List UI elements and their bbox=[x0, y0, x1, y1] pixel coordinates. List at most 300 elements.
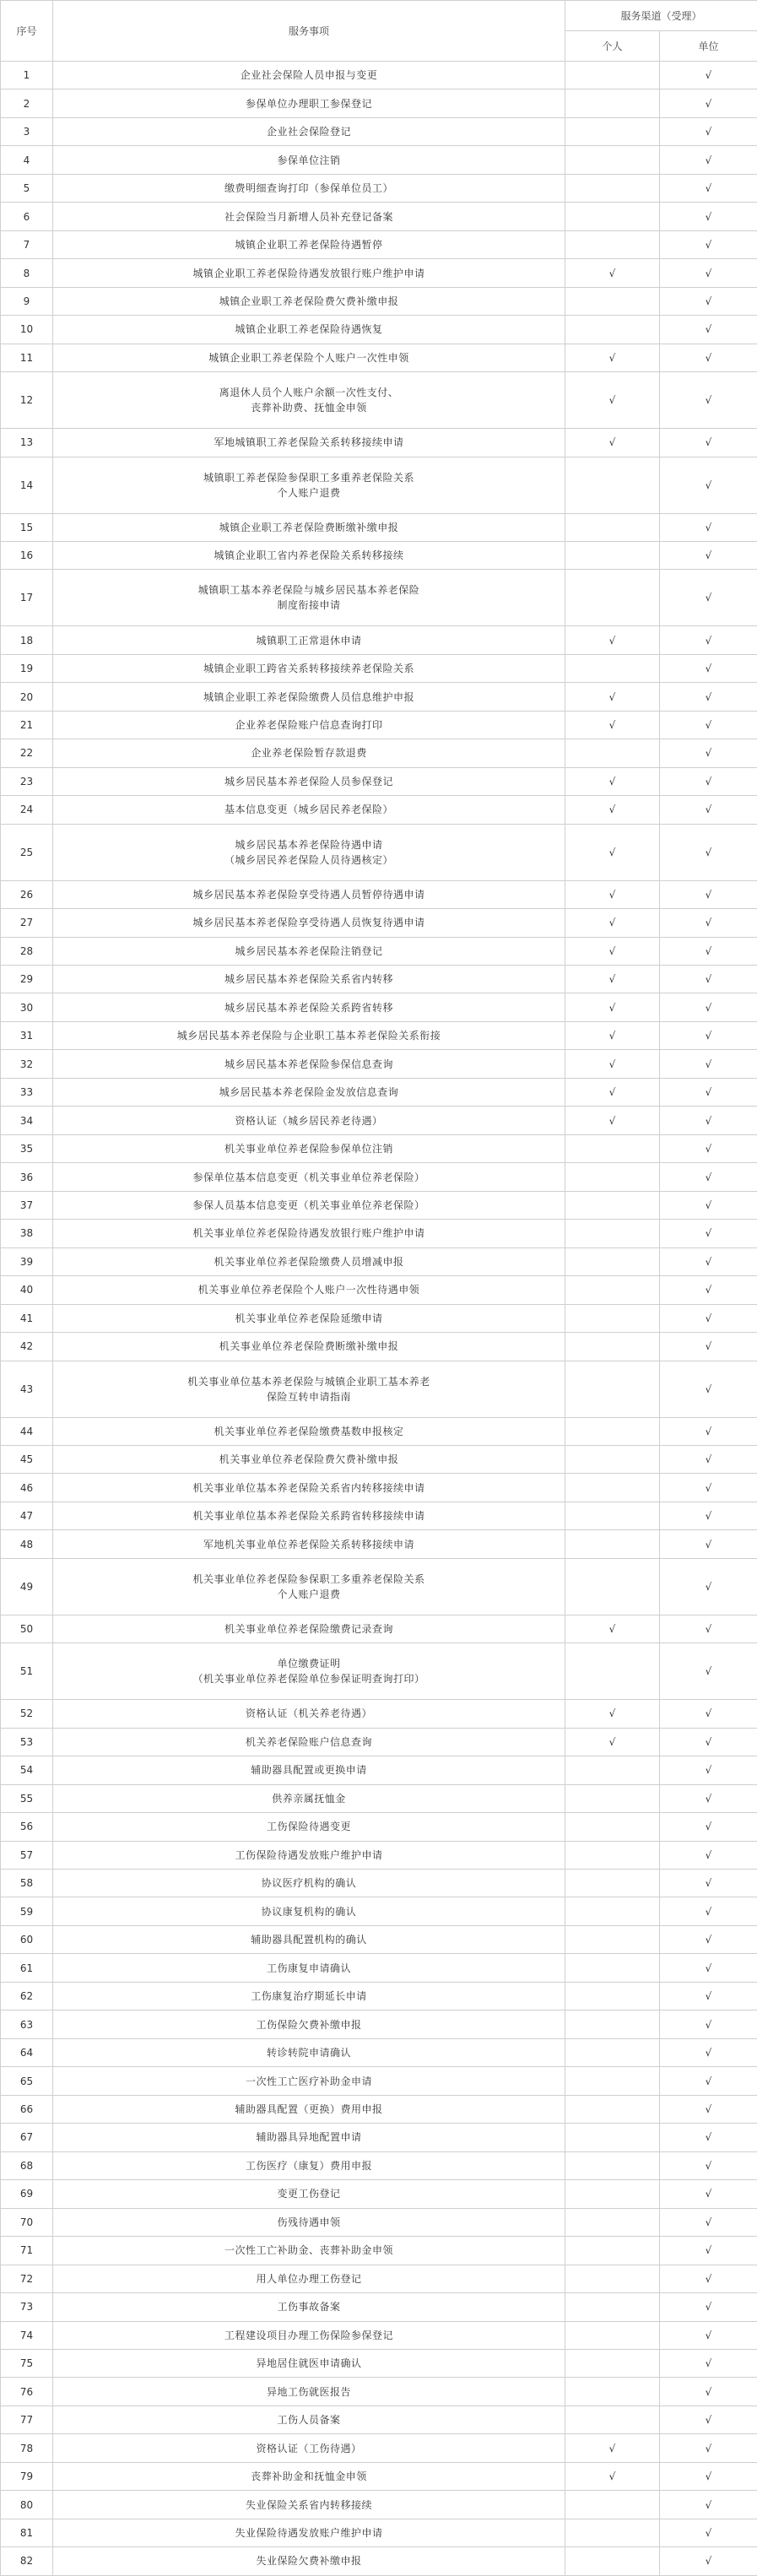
row-number: 66 bbox=[1, 2095, 53, 2123]
row-number: 69 bbox=[1, 2180, 53, 2208]
row-unit-channel bbox=[660, 287, 757, 315]
row-service-item bbox=[53, 117, 565, 145]
row-service-item bbox=[53, 2434, 565, 2462]
row-service-item bbox=[53, 1954, 565, 1982]
row-number: 52 bbox=[1, 1700, 53, 1728]
row-number: 19 bbox=[1, 654, 53, 682]
check-mark-icon: √ bbox=[706, 1383, 712, 1395]
row-individual-channel bbox=[565, 2010, 660, 2038]
check-mark-icon: √ bbox=[609, 268, 616, 279]
row-service-item bbox=[53, 2237, 565, 2265]
row-individual-channel bbox=[565, 767, 660, 795]
row-number: 43 bbox=[1, 1361, 53, 1417]
service-item-text: 一次性工亡补助金、丧葬补助金申领 bbox=[224, 2243, 393, 2258]
row-service-item bbox=[53, 767, 565, 795]
row-unit-channel bbox=[660, 1841, 757, 1869]
service-item-text: 工伤保险欠费补缴申报 bbox=[256, 2017, 361, 2032]
table-row bbox=[1, 259, 757, 287]
row-number: 47 bbox=[1, 1502, 53, 1529]
row-number: 64 bbox=[1, 2038, 53, 2066]
row-number: 49 bbox=[1, 1558, 53, 1615]
row-individual-channel bbox=[565, 1445, 660, 1473]
table-row bbox=[1, 1191, 757, 1219]
service-item-text: 参保单位办理职工参保登记 bbox=[246, 96, 372, 111]
row-service-item bbox=[53, 2321, 565, 2349]
check-mark-icon: √ bbox=[609, 804, 616, 815]
row-unit-channel bbox=[660, 1870, 757, 1897]
table-row bbox=[1, 2067, 757, 2095]
check-mark-icon: √ bbox=[706, 2075, 712, 2087]
row-service-item bbox=[53, 1897, 565, 1925]
row-individual-channel bbox=[565, 1530, 660, 1558]
header-no: 序号 bbox=[1, 1, 53, 62]
check-mark-icon: √ bbox=[706, 635, 712, 647]
service-item-text: 资格认证（工伤待遇） bbox=[256, 2441, 361, 2456]
check-mark-icon: √ bbox=[609, 1058, 616, 1070]
row-unit-channel bbox=[660, 1897, 757, 1925]
row-number: 8 bbox=[1, 259, 53, 287]
row-individual-channel bbox=[565, 1361, 660, 1417]
check-mark-icon: √ bbox=[706, 2301, 712, 2313]
table-row bbox=[1, 2237, 757, 2265]
row-service-item bbox=[53, 654, 565, 682]
row-service-item bbox=[53, 2180, 565, 2208]
row-unit-channel bbox=[660, 2237, 757, 2265]
check-mark-icon: √ bbox=[706, 747, 712, 759]
row-unit-channel bbox=[660, 1050, 757, 1078]
row-individual-channel bbox=[565, 796, 660, 824]
row-unit-channel bbox=[660, 2124, 757, 2151]
check-mark-icon: √ bbox=[706, 2131, 712, 2143]
row-individual-channel bbox=[565, 259, 660, 287]
table-row bbox=[1, 2265, 757, 2292]
check-mark-icon: √ bbox=[706, 1227, 712, 1239]
row-unit-channel bbox=[660, 2462, 757, 2490]
table-row bbox=[1, 372, 757, 429]
row-number: 9 bbox=[1, 287, 53, 315]
check-mark-icon: √ bbox=[609, 847, 616, 858]
service-item-text: 工程建设项目办理工伤保险参保登记 bbox=[224, 2328, 393, 2343]
service-item-text: 工伤康复申请确认 bbox=[267, 1961, 351, 1976]
table-row bbox=[1, 1361, 757, 1417]
row-unit-channel bbox=[660, 1163, 757, 1191]
check-mark-icon: √ bbox=[706, 2019, 712, 2031]
row-unit-channel bbox=[660, 1813, 757, 1841]
row-service-item bbox=[53, 541, 565, 569]
table-row bbox=[1, 1700, 757, 1728]
service-item-text: 城镇企业职工养老保险待遇暂停 bbox=[235, 237, 382, 252]
service-item-text: 异地工伤就医报告 bbox=[267, 2384, 351, 2400]
check-mark-icon: √ bbox=[706, 1793, 712, 1805]
service-item-text: 工伤人员备案 bbox=[277, 2412, 340, 2427]
check-mark-icon: √ bbox=[706, 1172, 712, 1183]
service-item-text: 工伤保险待遇发放账户维护申请 bbox=[235, 1848, 382, 1863]
table-row bbox=[1, 2151, 757, 2179]
row-individual-channel bbox=[565, 203, 660, 230]
row-unit-channel bbox=[660, 1643, 757, 1700]
check-mark-icon: √ bbox=[706, 2103, 712, 2115]
table-row bbox=[1, 1050, 757, 1078]
check-mark-icon: √ bbox=[706, 211, 712, 223]
row-individual-channel bbox=[565, 2095, 660, 2123]
check-mark-icon: √ bbox=[706, 549, 712, 561]
row-unit-channel bbox=[660, 2151, 757, 2179]
check-mark-icon: √ bbox=[706, 2188, 712, 2200]
service-item-text: 用人单位办理工伤登记 bbox=[256, 2271, 361, 2286]
row-service-item bbox=[53, 344, 565, 371]
row-unit-channel bbox=[660, 1615, 757, 1642]
row-individual-channel bbox=[565, 513, 660, 541]
service-item-text: 辅助器具配置或更换申请 bbox=[251, 1762, 367, 1778]
row-unit-channel bbox=[660, 711, 757, 739]
row-number: 17 bbox=[1, 570, 53, 626]
row-individual-channel bbox=[565, 2237, 660, 2265]
row-number: 68 bbox=[1, 2151, 53, 2179]
check-mark-icon: √ bbox=[706, 945, 712, 957]
row-individual-channel bbox=[565, 1728, 660, 1756]
table-row bbox=[1, 1728, 757, 1756]
row-unit-channel bbox=[660, 1333, 757, 1361]
row-number: 46 bbox=[1, 1474, 53, 1502]
row-service-item bbox=[53, 1813, 565, 1841]
row-individual-channel bbox=[565, 2434, 660, 2462]
service-item-text: 城乡居民基本养老保险享受待遇人员恢复待遇申请 bbox=[192, 915, 424, 930]
check-mark-icon: √ bbox=[706, 663, 712, 674]
table-row bbox=[1, 1530, 757, 1558]
table-row bbox=[1, 2293, 757, 2321]
table-row bbox=[1, 2208, 757, 2236]
check-mark-icon: √ bbox=[706, 2499, 712, 2511]
service-item-text: 城镇企业职工养老保险待遇恢复 bbox=[235, 322, 382, 337]
table-row bbox=[1, 62, 757, 89]
header-unit: 单位 bbox=[660, 31, 757, 62]
table-row bbox=[1, 2406, 757, 2433]
table-row bbox=[1, 2519, 757, 2546]
check-mark-icon: √ bbox=[706, 1510, 712, 1522]
row-unit-channel bbox=[660, 1220, 757, 1247]
row-unit-channel bbox=[660, 2519, 757, 2546]
table-row bbox=[1, 1163, 757, 1191]
row-service-item bbox=[53, 570, 565, 626]
row-unit-channel bbox=[660, 1756, 757, 1784]
row-number: 2 bbox=[1, 89, 53, 117]
row-unit-channel bbox=[660, 909, 757, 937]
row-number: 53 bbox=[1, 1728, 53, 1756]
check-mark-icon: √ bbox=[609, 1736, 616, 1748]
header-item: 服务事项 bbox=[53, 1, 565, 62]
service-item-text: 参保单位注销 bbox=[277, 153, 340, 168]
row-individual-channel bbox=[565, 429, 660, 457]
check-mark-icon: √ bbox=[706, 1962, 712, 1974]
row-unit-channel bbox=[660, 2406, 757, 2433]
table-row bbox=[1, 1643, 757, 1700]
service-item-text: 变更工伤登记 bbox=[277, 2186, 340, 2201]
table-row bbox=[1, 2462, 757, 2490]
table-row bbox=[1, 626, 757, 654]
service-item-text: 城乡居民基本养老保险享受待遇人员暂停待遇申请 bbox=[192, 887, 424, 902]
row-unit-channel bbox=[660, 1134, 757, 1162]
row-unit-channel bbox=[660, 767, 757, 795]
row-number: 60 bbox=[1, 1925, 53, 1953]
table-row bbox=[1, 1954, 757, 1982]
service-item-text: 离退休人员个人账户余额一次性支付、 丧葬补助费、抚恤金申领 bbox=[219, 385, 399, 415]
row-number: 41 bbox=[1, 1304, 53, 1332]
row-individual-channel bbox=[565, 2547, 660, 2575]
check-mark-icon: √ bbox=[706, 1002, 712, 1014]
row-unit-channel bbox=[660, 259, 757, 287]
row-unit-channel bbox=[660, 2349, 757, 2377]
check-mark-icon: √ bbox=[609, 2470, 616, 2482]
row-number: 21 bbox=[1, 711, 53, 739]
table-row bbox=[1, 1247, 757, 1275]
service-item-text: 企业社会保险人员申报与变更 bbox=[241, 68, 378, 83]
row-unit-channel bbox=[660, 2208, 757, 2236]
row-service-item bbox=[53, 909, 565, 937]
check-mark-icon: √ bbox=[706, 1086, 712, 1098]
row-individual-channel bbox=[565, 1756, 660, 1784]
row-individual-channel bbox=[565, 2067, 660, 2095]
check-mark-icon: √ bbox=[706, 1906, 712, 1918]
service-item-text: 城乡居民基本养老保险参保信息查询 bbox=[224, 1057, 393, 1072]
row-individual-channel bbox=[565, 457, 660, 513]
service-item-text: 机关事业单位基本养老保险关系跨省转移接续申请 bbox=[192, 1508, 424, 1523]
check-mark-icon: √ bbox=[706, 2527, 712, 2539]
row-number: 63 bbox=[1, 2010, 53, 2038]
row-service-item bbox=[53, 1445, 565, 1473]
table-row bbox=[1, 1897, 757, 1925]
table-row bbox=[1, 457, 757, 513]
row-unit-channel bbox=[660, 626, 757, 654]
row-individual-channel bbox=[565, 2462, 660, 2490]
row-individual-channel bbox=[565, 1107, 660, 1134]
check-mark-icon: √ bbox=[706, 2470, 712, 2482]
row-number: 39 bbox=[1, 1247, 53, 1275]
row-number: 26 bbox=[1, 880, 53, 908]
check-mark-icon: √ bbox=[706, 1539, 712, 1550]
service-item-text: 辅助器具配置（更换）费用申报 bbox=[235, 2102, 382, 2117]
row-service-item bbox=[53, 1021, 565, 1049]
row-individual-channel bbox=[565, 174, 660, 202]
row-number: 57 bbox=[1, 1841, 53, 1869]
check-mark-icon: √ bbox=[706, 2160, 712, 2172]
row-service-item bbox=[53, 1530, 565, 1558]
row-number: 67 bbox=[1, 2124, 53, 2151]
table-row bbox=[1, 513, 757, 541]
service-item-text: 资格认证（城乡居民养老待遇） bbox=[235, 1113, 382, 1128]
row-number: 20 bbox=[1, 683, 53, 711]
service-item-text: 城乡居民基本养老保险关系跨省转移 bbox=[224, 1000, 393, 1015]
service-item-text: 工伤事故备案 bbox=[277, 2299, 340, 2314]
row-individual-channel bbox=[565, 2349, 660, 2377]
row-number: 58 bbox=[1, 1870, 53, 1897]
row-number: 48 bbox=[1, 1530, 53, 1558]
table-row bbox=[1, 174, 757, 202]
check-mark-icon: √ bbox=[706, 436, 712, 448]
check-mark-icon: √ bbox=[706, 889, 712, 901]
row-number: 65 bbox=[1, 2067, 53, 2095]
table-row bbox=[1, 1417, 757, 1445]
row-number: 3 bbox=[1, 117, 53, 145]
row-individual-channel bbox=[565, 1813, 660, 1841]
row-unit-channel bbox=[660, 1445, 757, 1473]
service-item-text: 资格认证（机关养老待遇） bbox=[246, 1706, 372, 1721]
row-unit-channel bbox=[660, 2010, 757, 2038]
check-mark-icon: √ bbox=[706, 1623, 712, 1635]
row-unit-channel bbox=[660, 1530, 757, 1558]
table-row bbox=[1, 1304, 757, 1332]
table-row bbox=[1, 2434, 757, 2462]
row-service-item bbox=[53, 203, 565, 230]
row-individual-channel bbox=[565, 2265, 660, 2292]
row-unit-channel bbox=[660, 2434, 757, 2462]
table-row bbox=[1, 1333, 757, 1361]
check-mark-icon: √ bbox=[706, 1482, 712, 1494]
service-item-text: 参保人员基本信息变更（机关事业单位养老保险） bbox=[192, 1198, 424, 1213]
table-row bbox=[1, 287, 757, 315]
row-individual-channel bbox=[565, 89, 660, 117]
row-service-item bbox=[53, 966, 565, 993]
table-row bbox=[1, 966, 757, 993]
row-individual-channel bbox=[565, 824, 660, 880]
row-service-item bbox=[53, 1728, 565, 1756]
check-mark-icon: √ bbox=[706, 1312, 712, 1324]
check-mark-icon: √ bbox=[706, 1581, 712, 1593]
row-number: 27 bbox=[1, 909, 53, 937]
row-unit-channel bbox=[660, 1474, 757, 1502]
check-mark-icon: √ bbox=[706, 847, 712, 858]
service-item-text: 城镇职工正常退休申请 bbox=[256, 633, 361, 648]
service-item-text: 机关事业单位养老保险参保职工多重养老保险关系 个人账户退费 bbox=[192, 1572, 424, 1602]
check-mark-icon: √ bbox=[609, 1707, 616, 1719]
row-service-item bbox=[53, 2293, 565, 2321]
service-item-text: 企业养老保险账户信息查询打印 bbox=[235, 717, 382, 733]
check-mark-icon: √ bbox=[706, 2216, 712, 2228]
check-mark-icon: √ bbox=[609, 691, 616, 703]
row-number: 61 bbox=[1, 1954, 53, 1982]
check-mark-icon: √ bbox=[609, 719, 616, 731]
row-number: 28 bbox=[1, 937, 53, 965]
row-service-item bbox=[53, 626, 565, 654]
row-number: 51 bbox=[1, 1643, 53, 1700]
row-service-item bbox=[53, 739, 565, 767]
row-number: 40 bbox=[1, 1276, 53, 1304]
table-row bbox=[1, 1982, 757, 2010]
row-number: 35 bbox=[1, 1134, 53, 1162]
service-item-text: 军地城镇职工养老保险关系转移接续申请 bbox=[214, 435, 403, 450]
row-individual-channel bbox=[565, 2151, 660, 2179]
row-service-item bbox=[53, 2151, 565, 2179]
row-individual-channel bbox=[565, 626, 660, 654]
row-unit-channel bbox=[660, 1728, 757, 1756]
row-number: 62 bbox=[1, 1982, 53, 2010]
header-row-1 bbox=[1, 1, 757, 31]
check-mark-icon: √ bbox=[706, 479, 712, 491]
row-service-item bbox=[53, 457, 565, 513]
row-service-item bbox=[53, 796, 565, 824]
row-unit-channel bbox=[660, 1107, 757, 1134]
table-row bbox=[1, 1784, 757, 1812]
service-item-text: 供养亲属抚恤金 bbox=[272, 1791, 346, 1806]
row-unit-channel bbox=[660, 1954, 757, 1982]
row-unit-channel bbox=[660, 1982, 757, 2010]
row-unit-channel bbox=[660, 1304, 757, 1332]
row-number: 56 bbox=[1, 1813, 53, 1841]
check-mark-icon: √ bbox=[706, 1340, 712, 1352]
row-number: 14 bbox=[1, 457, 53, 513]
check-mark-icon: √ bbox=[706, 1849, 712, 1861]
table-row bbox=[1, 2180, 757, 2208]
service-item-text: 工伤康复治疗期延长申请 bbox=[251, 1989, 367, 2004]
header-individual: 个人 bbox=[565, 31, 660, 62]
row-individual-channel bbox=[565, 1050, 660, 1078]
service-item-text: 机关事业单位养老保险待遇发放银行账户维护申请 bbox=[192, 1226, 424, 1241]
row-number: 16 bbox=[1, 541, 53, 569]
row-individual-channel bbox=[565, 909, 660, 937]
row-number: 38 bbox=[1, 1220, 53, 1247]
row-number: 5 bbox=[1, 174, 53, 202]
row-individual-channel bbox=[565, 1247, 660, 1275]
service-item-text: 机关事业单位养老保险费欠费补缴申报 bbox=[219, 1452, 399, 1467]
row-individual-channel bbox=[565, 1643, 660, 1700]
row-unit-channel bbox=[660, 2095, 757, 2123]
service-item-text: 城镇职工基本养老保险与城乡居民基本养老保险 制度衔接申请 bbox=[198, 582, 420, 613]
row-service-item bbox=[53, 1841, 565, 1869]
table-row bbox=[1, 1276, 757, 1304]
row-unit-channel bbox=[660, 2180, 757, 2208]
row-unit-channel bbox=[660, 541, 757, 569]
table-row bbox=[1, 541, 757, 569]
check-mark-icon: √ bbox=[706, 2047, 712, 2059]
row-unit-channel bbox=[660, 2067, 757, 2095]
service-item-text: 城乡居民基本养老保险金发放信息查询 bbox=[219, 1085, 399, 1100]
check-mark-icon: √ bbox=[706, 1143, 712, 1155]
check-mark-icon: √ bbox=[609, 394, 616, 406]
row-individual-channel bbox=[565, 372, 660, 429]
table-row bbox=[1, 203, 757, 230]
service-item-text: 协议医疗机构的确认 bbox=[262, 1875, 357, 1891]
row-unit-channel bbox=[660, 316, 757, 344]
row-number: 50 bbox=[1, 1615, 53, 1642]
row-number: 34 bbox=[1, 1107, 53, 1134]
row-individual-channel bbox=[565, 344, 660, 371]
table-row bbox=[1, 1078, 757, 1106]
table-row bbox=[1, 796, 757, 824]
row-service-item bbox=[53, 1220, 565, 1247]
check-mark-icon: √ bbox=[706, 1736, 712, 1748]
row-service-item bbox=[53, 2519, 565, 2546]
row-number: 36 bbox=[1, 1163, 53, 1191]
row-number: 13 bbox=[1, 429, 53, 457]
row-service-item bbox=[53, 1756, 565, 1784]
row-service-item bbox=[53, 89, 565, 117]
service-item-text: 城乡居民基本养老保险人员参保登记 bbox=[224, 774, 393, 789]
row-service-item bbox=[53, 429, 565, 457]
check-mark-icon: √ bbox=[706, 1030, 712, 1042]
row-number: 30 bbox=[1, 993, 53, 1021]
row-unit-channel bbox=[660, 344, 757, 371]
check-mark-icon: √ bbox=[706, 1707, 712, 1719]
service-item-text: 机关事业单位养老保险延缴申请 bbox=[235, 1311, 382, 1326]
row-number: 32 bbox=[1, 1050, 53, 1078]
service-item-text: 机关事业单位养老保险缴费记录查询 bbox=[224, 1621, 393, 1637]
row-individual-channel bbox=[565, 2124, 660, 2151]
row-number: 12 bbox=[1, 372, 53, 429]
row-individual-channel bbox=[565, 287, 660, 315]
row-service-item bbox=[53, 711, 565, 739]
row-service-item bbox=[53, 1558, 565, 1615]
row-unit-channel bbox=[660, 117, 757, 145]
row-number: 76 bbox=[1, 2378, 53, 2406]
